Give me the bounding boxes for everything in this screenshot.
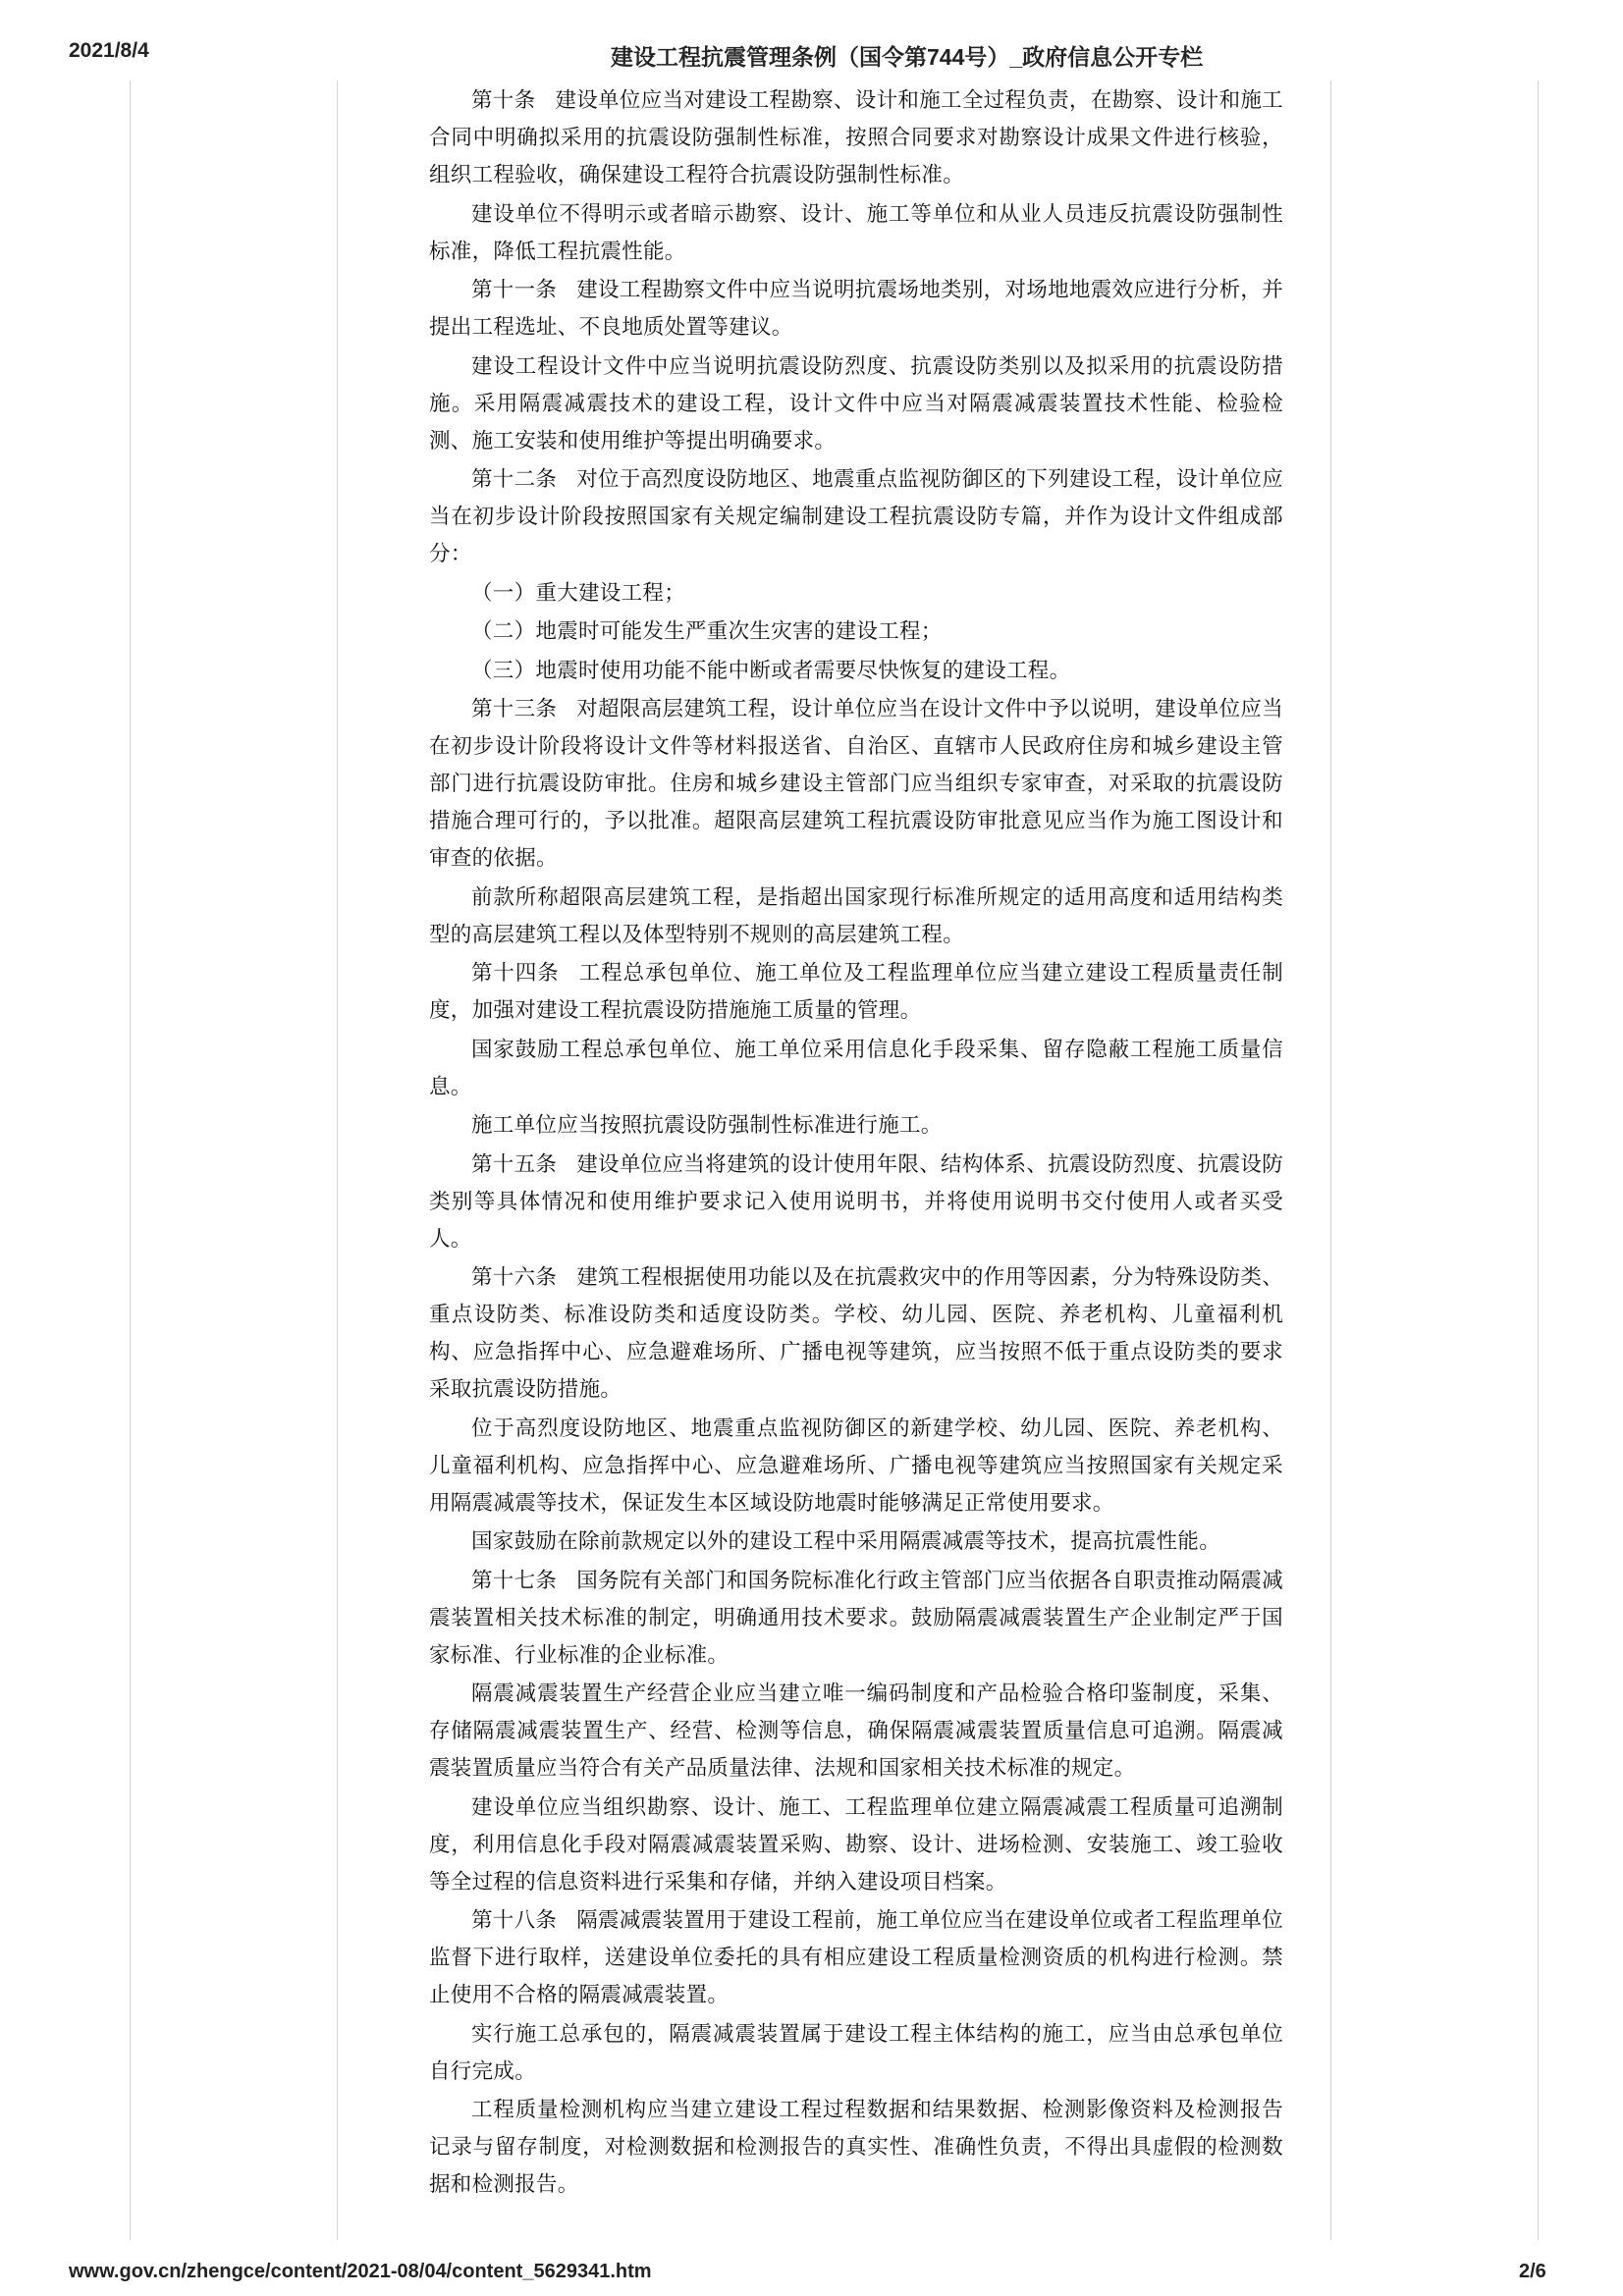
body-paragraph: 建设工程设计文件中应当说明抗震设防烈度、抗震设防类别以及拟采用的抗震设防措施。采用隔震减震技术的建设工程，设计文件中应当对隔震减震装置技术性能、检验检测、施工安装和使用维护等提出明确要求。 [429,353,1283,454]
article-paragraph [429,1902,1283,2014]
print-date: 2021/8/4 [69,39,149,62]
body-paragraph: 国家鼓励工程总承包单位、施工单位采用信息化手段采集、留存隐蔽工程施工质量信息。 [429,1037,1283,1099]
article-number: 第十条 [471,88,536,113]
body-paragraph: 工程质量检测机构应当建立建设工程过程数据和结果数据、检测影像资料及检测报告记录与留存制度，对检测数据和检测报告的真实性、准确性负责，不得出具虚假的检测数据和检测报告。 [429,2098,1283,2197]
article-number: 第十六条 [471,1265,558,1290]
article-text: 隔震减震装置用于建设工程前，施工单位应当在建设单位或者工程监理单位监督下进行取样，送建设单位委托的具有相应建设工程质量检测资质的机构进行检测。禁止使用不合格的隔震减震装置。 [429,1908,1284,2007]
article-paragraph [429,691,1283,878]
article-text: 对超限高层建筑工程，设计单位应当在设计文件中予以说明，建设单位应当在初步设计阶段将设计文件等材料报送省、自治区、直辖市人民政府住房和城乡建设主管部门进行抗震设防审批。住房和城乡建设主管部门应当组织专家审查，对采取的抗震设防措施合理可行的，予以批准。超限高层建筑工程抗震设防审批意见应当作为施工图设计和审查的依据。 [429,697,1284,871]
body-paragraph: 隔震减震装置生产经营企业应当建立唯一编码制度和产品检验合格印鉴制度，采集、存储隔震减震装置生产、经营、检测等信息，确保隔震减震装置质量信息可追溯。隔震减震装置质量应当符合有关产品质量法律、法规和国家相关技术标准的规定。 [429,1682,1283,1781]
article-paragraph [429,82,1283,194]
body-paragraph: 国家鼓励在除前款规定以外的建设工程中采用隔震减震等技术，提高抗震性能。 [471,1529,1221,1554]
body-paragraph: 实行施工总承包的，隔震减震装置属于建设工程主体结构的施工，应当由总承包单位自行完成。 [429,2021,1283,2084]
print-footer [0,2261,1623,2290]
frame-line-outer-right [1538,80,1539,2240]
body-paragraph: 位于高烈度设防地区、地震重点监视防御区的新建学校、幼儿园、医院、养老机构、儿童福利机构、应急指挥中心、应急避难场所、广播电视等建筑应当按照国家有关规定采用隔震减震等技术，保证发生本区域设防地震时能够满足正常使用要求。 [429,1415,1283,1516]
article-number: 第十一条 [471,278,558,302]
article-number: 第十八条 [471,1908,558,1933]
frame-line-inner-left [337,80,338,2240]
article-paragraph [429,272,1283,347]
body-paragraph: （二）地震时可能发生严重次生灾害的建设工程； [471,619,943,644]
article-text: 建设单位应当对建设工程勘察、设计和施工全过程负责，在勘察、设计和施工合同中明确拟采用的抗震设防强制性标准，按照合同要求对勘察设计成果文件进行核验，组织工程验收，确保建设工程符合抗震设防强制性标准。 [429,88,1283,187]
article-text: 国务院有关部门和国务院标准化行政主管部门应当依据各自职责推动隔震减震装置相关技术标准的制定，明确通用技术要求。鼓励隔震减震装置生产企业制定严于国家标准、行业标准的企业标准。 [429,1568,1284,1668]
body-paragraph: 建设单位不得明示或者暗示勘察、设计、施工等单位和从业人员违反抗震设防强制性标准，降低工程抗震性能。 [429,201,1283,264]
body-paragraph: 前款所称超限高层建筑工程，是指超出国家现行标准所规定的适用高度和适用结构类型的高层建筑工程以及体型特别不规则的高层建筑工程。 [429,884,1283,947]
article-number: 第十七条 [471,1568,558,1593]
body-paragraph: 建设单位应当组织勘察、设计、施工、工程监理单位建立隔震减震工程质量可追溯制度，利用信息化手段对隔震减震装置采购、勘察、设计、进场检测、安装施工、竣工验收等全过程的信息资料进行采集和存储，并纳入建设项目档案。 [429,1794,1283,1895]
article-paragraph [429,1259,1283,1409]
article-number: 第十五条 [471,1151,558,1177]
article-text: 对位于高烈度设防地区、地震重点监视防御区的下列建设工程，设计单位应当在初步设计阶段按照国家有关规定编制建设工程抗震设防专篇，并作为设计文件组成部分： [429,467,1284,566]
article-number: 第十四条 [471,961,560,986]
body-paragraph: （三）地震时使用功能不能中断或者需要尽快恢复的建设工程。 [471,658,1071,683]
frame-line-outer-left [130,80,131,2240]
print-page-number: 2/6 [1519,2261,1546,2282]
article-paragraph [429,1147,1283,1258]
print-url: www.gov.cn/zhengce/content/2021-08/04/content_5629341.htm [69,2261,652,2282]
frame-line-inner-right [1330,80,1331,2240]
regulation-body [429,82,1283,2206]
print-header [0,37,1623,77]
article-number: 第十三条 [471,697,558,721]
article-text: 建设工程勘察文件中应当说明抗震场地类别，对场地地震效应进行分析，并提出工程选址、不良地质处置等建议。 [429,278,1284,340]
article-paragraph [429,1563,1283,1675]
body-paragraph: 施工单位应当按照抗震设防强制性标准进行施工。 [471,1113,943,1138]
print-page-title: 建设工程抗震管理条例（国令第744号）_政府信息公开专栏 [611,44,1204,70]
article-text: 工程总承包单位、施工单位及工程监理单位应当建立建设工程质量责任制度，加强对建设工程抗震设防措施施工质量的管理。 [429,961,1284,1023]
article-number: 第十二条 [471,467,558,492]
article-text: 建筑工程根据使用功能以及在抗震救灾中的作用等因素，分为特殊设防类、重点设防类、标准设防类和适度设防类。学校、幼儿园、医院、养老机构、儿童福利机构、应急指挥中心、应急避难场所、广播电视等建筑，应当按照不低于重点设防类的要求采取抗震设防措施。 [429,1265,1284,1402]
article-text: 建设单位应当将建筑的设计使用年限、结构体系、抗震设防烈度、抗震设防类别等具体情况和使用维护要求记入使用说明书，并将使用说明书交付使用人或者买受人。 [429,1151,1284,1252]
article-paragraph [429,955,1283,1030]
body-paragraph: （一）重大建设工程； [471,580,686,606]
article-paragraph [429,461,1283,573]
